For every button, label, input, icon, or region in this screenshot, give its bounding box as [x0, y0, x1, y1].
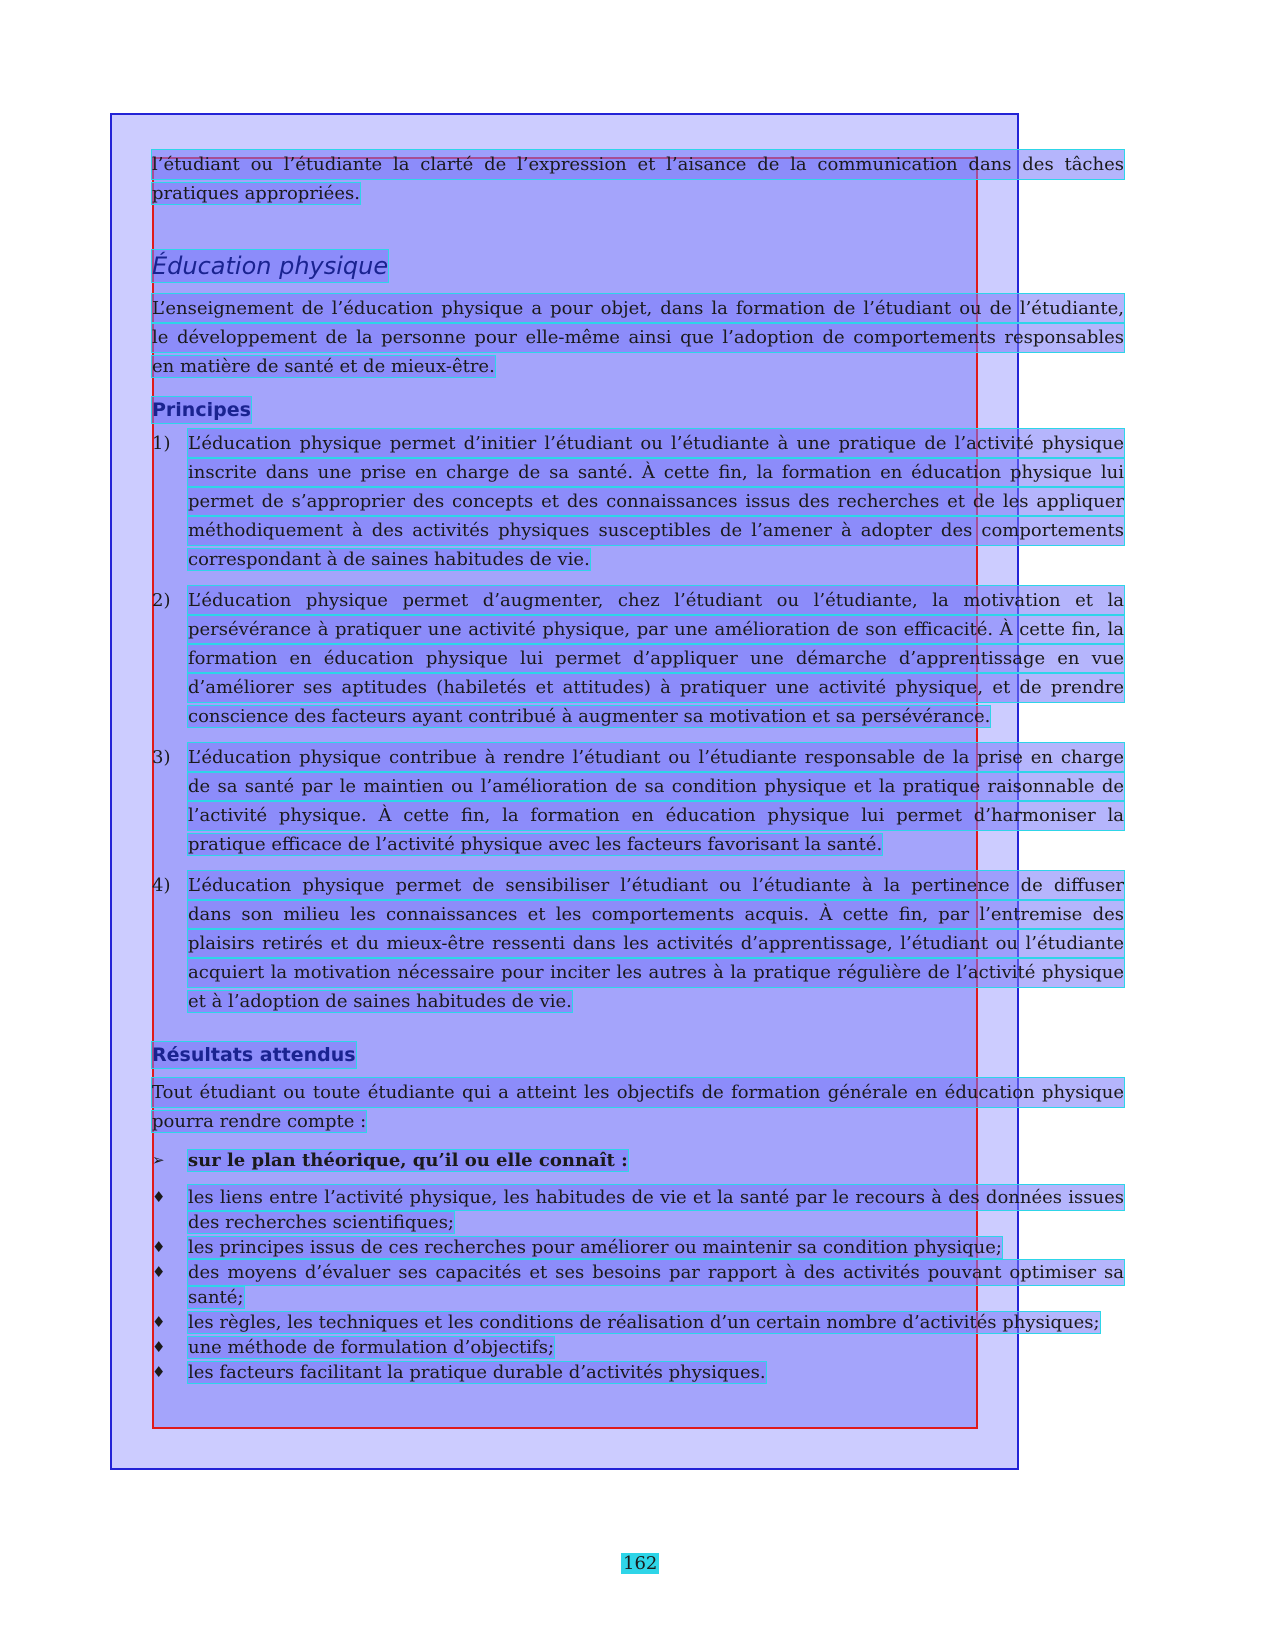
- text-line: L’éducation physique permet d’augmenter, chez l’étudiant ou l’étudiante, la motivation et la: [188, 586, 1124, 615]
- diamond-bullet-icon: ♦: [152, 1263, 166, 1281]
- text-line: et à l’adoption de saines habitudes de vie.: [188, 991, 572, 1012]
- text-line: inscrite dans une prise en charge de sa santé. À cette fin, la formation en éducation physique lui: [188, 458, 1124, 487]
- text-line-wrap: [188, 1285, 1124, 1310]
- item-number: 1): [152, 433, 171, 454]
- text-line-wrap: [188, 830, 1124, 859]
- resultats-title: Résultats attendus: [152, 1044, 356, 1066]
- text-line-wrap: [188, 1360, 1124, 1385]
- principe-item: [152, 871, 1124, 1016]
- text-line: pratique efficace de l’activité physique avec les facteurs favorisant la santé.: [188, 834, 883, 855]
- text-line: persévérance à pratiquer une activité physique, par une amélioration de son efficacité. À cette fin, la: [188, 615, 1124, 644]
- section-intro-paragraph: [152, 294, 1124, 381]
- diamond-bullet-icon: ♦: [152, 1338, 166, 1356]
- list-item: [152, 1310, 1124, 1335]
- page-content: [152, 150, 1124, 1385]
- subheading-text: sur le plan théorique, qu’il ou elle connaît :: [188, 1150, 628, 1171]
- text-line: les facteurs facilitant la pratique durable d’activités physiques.: [188, 1362, 766, 1383]
- list-item: [152, 1260, 1124, 1310]
- text-line: plaisirs retirés et du mieux-être ressenti dans les activités d’apprentissage, l’étudiant ou l’étudiante: [188, 929, 1124, 958]
- text-line: les principes issus de ces recherches pour améliorer ou maintenir sa condition physique;: [188, 1237, 1002, 1258]
- text-line: conscience des facteurs ayant contribué à augmenter sa motivation et sa persévérance.: [188, 706, 991, 727]
- text-line: santé;: [188, 1287, 244, 1308]
- text-line-wrap: [152, 352, 1124, 381]
- text-line-wrap: [188, 1210, 1124, 1235]
- text-line: méthodiquement à des activités physiques susceptibles de l’amener à adopter des comportements: [188, 516, 1124, 545]
- text-line: formation en éducation physique lui permet d’appliquer une démarche d’apprentissage en vue: [188, 644, 1124, 673]
- diamond-bullet-icon: ♦: [152, 1188, 166, 1206]
- resultats-intro-paragraph: [152, 1078, 1124, 1136]
- text-line: une méthode de formulation d’objectifs;: [188, 1337, 555, 1358]
- diamond-bullet-icon: ♦: [152, 1313, 166, 1331]
- text-line: correspondant à de saines habitudes de vie.: [188, 549, 590, 570]
- item-number: 2): [152, 590, 171, 611]
- principes-title: Principes: [152, 399, 251, 421]
- text-line-wrap: [188, 1148, 1124, 1173]
- text-line: dans son milieu les connaissances et les comportements acquis. À cette fin, par l’entremise des: [188, 900, 1124, 929]
- text-line: pourra rendre compte :: [152, 1111, 367, 1132]
- list-item: [152, 1185, 1124, 1235]
- text-line: acquiert la motivation nécessaire pour inciter les autres à la pratique régulière de l’activité physique: [188, 958, 1124, 987]
- text-line: de sa santé par le maintien ou l’amélioration de sa condition physique et la pratique raisonnable de: [188, 772, 1124, 801]
- text-line: en matière de santé et de mieux-être.: [152, 356, 495, 377]
- resultats-heading-wrap: [152, 1042, 1124, 1068]
- text-line-wrap: [188, 987, 1124, 1016]
- text-line: les liens entre l’activité physique, les habitudes de vie et la santé par le recours à des données issues: [188, 1187, 1124, 1208]
- text-line: l’étudiant ou l’étudiante la clarté de l’expression et l’aisance de la communication dans des tâches: [152, 150, 1124, 179]
- text-line: L’éducation physique permet d’initier l’étudiant ou l’étudiante à une pratique de l’activité physique: [188, 429, 1124, 458]
- text-line-wrap: [188, 545, 1124, 574]
- text-line: les règles, les techniques et les conditions de réalisation d’un certain nombre d’activités physiques;: [188, 1312, 1100, 1333]
- text-line-wrap: [188, 1235, 1124, 1260]
- text-line: des recherches scientifiques;: [188, 1212, 454, 1233]
- text-line: pratiques appropriées.: [152, 183, 360, 204]
- list-item: [152, 1360, 1124, 1385]
- text-line: le développement de la personne pour elle-même ainsi que l’adoption de comportements responsables: [152, 323, 1124, 352]
- text-line: permet de s’approprier des concepts et des connaissances issus des recherches et de les appliquer: [188, 487, 1124, 516]
- text-line: L’enseignement de l’éducation physique a pour objet, dans la formation de l’étudiant ou de l’étudiante,: [152, 294, 1124, 323]
- diamond-bullet-icon: ♦: [152, 1238, 166, 1256]
- page-number: 162: [623, 1553, 658, 1574]
- bullet-list: [152, 1185, 1124, 1385]
- subheading-theorique: [152, 1148, 1124, 1173]
- text-line-wrap: [152, 1107, 1124, 1136]
- text-line: L’éducation physique contribue à rendre l’étudiant ou l’étudiante responsable de la prise en charge: [188, 743, 1124, 772]
- text-line: L’éducation physique permet de sensibiliser l’étudiant ou l’étudiante à la pertinence de diffuser: [188, 871, 1124, 900]
- principes-list: [152, 429, 1124, 1016]
- item-number: 4): [152, 875, 171, 896]
- list-item: [152, 1235, 1124, 1260]
- text-line-wrap: [188, 1335, 1124, 1360]
- text-line: l’activité physique. À cette fin, la formation en éducation physique lui permet d’harmoniser la: [188, 801, 1124, 830]
- section-title: Éducation physique: [152, 252, 389, 280]
- text-line: Tout étudiant ou toute étudiante qui a atteint les objectifs de formation générale en éducation physique: [152, 1078, 1124, 1107]
- text-line-wrap: [188, 702, 1124, 731]
- principe-item: [152, 743, 1124, 859]
- item-number: 3): [152, 747, 171, 768]
- text-line: d’améliorer ses aptitudes (habiletés et attitudes) à pratiquer une activité physique, et de prendre: [188, 673, 1124, 702]
- intro-paragraph: [152, 150, 1124, 208]
- diamond-bullet-icon: ♦: [152, 1363, 166, 1381]
- arrow-bullet-icon: ➢: [152, 1151, 165, 1169]
- principes-heading-wrap: [152, 397, 1124, 423]
- list-item: [152, 1335, 1124, 1360]
- text-line-wrap: [188, 1310, 1124, 1335]
- text-line-wrap: [152, 179, 1124, 208]
- text-line: des moyens d’évaluer ses capacités et ses besoins par rapport à des activités pouvant optimiser sa: [188, 1262, 1124, 1283]
- principe-item: [152, 429, 1124, 574]
- principe-item: [152, 586, 1124, 731]
